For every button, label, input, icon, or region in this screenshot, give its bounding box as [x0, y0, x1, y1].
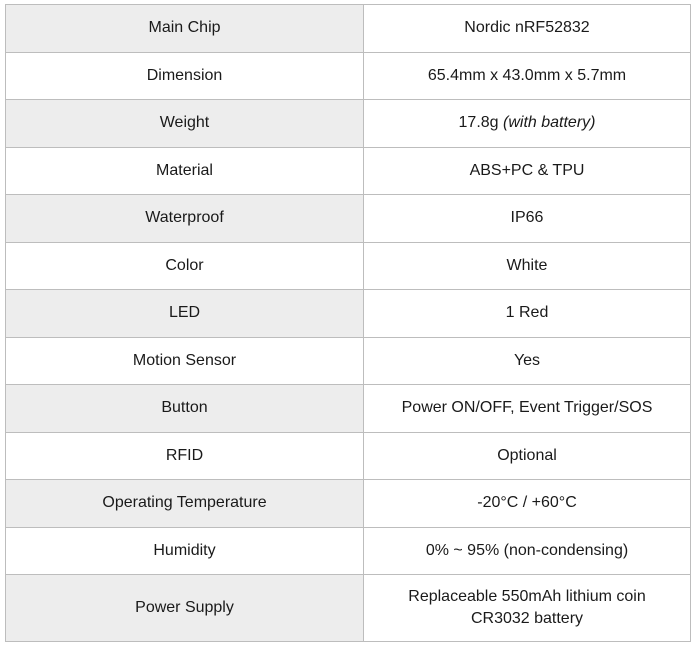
spec-row-weight [6, 100, 691, 148]
spec-row-dimension [6, 52, 691, 100]
spec-label: Color [6, 242, 364, 290]
spec-value-cell [364, 575, 691, 642]
spec-label: Humidity [6, 527, 364, 575]
spec-row-rfid [6, 432, 691, 480]
spec-row-power-supply [6, 575, 691, 642]
spec-value: 17.8g [458, 114, 499, 132]
spec-label: Waterproof [6, 195, 364, 243]
spec-value-cell [364, 100, 691, 148]
spec-value: Replaceable 550mAh lithium coin [408, 588, 646, 605]
spec-value: 1 Red [364, 290, 691, 338]
spec-value: IP66 [364, 195, 691, 243]
spec-label: Operating Temperature [6, 480, 364, 528]
spec-value: Optional [364, 432, 691, 480]
spec-value: White [364, 242, 691, 290]
spec-row-main-chip [6, 5, 691, 53]
spec-row-motion-sensor [6, 337, 691, 385]
spec-label: RFID [6, 432, 364, 480]
spec-label: Main Chip [6, 5, 364, 53]
spec-row-button [6, 385, 691, 433]
spec-value-line2: CR3032 battery [470, 610, 584, 627]
spec-row-operating-temperature [6, 480, 691, 528]
spec-value: -20°C / +60°C [364, 480, 691, 528]
spec-label: Button [6, 385, 364, 433]
spec-value-note: (with battery) [503, 114, 596, 132]
spec-row-color [6, 242, 691, 290]
spec-value: Power ON/OFF, Event Trigger/SOS [364, 385, 691, 433]
spec-row-led [6, 290, 691, 338]
spec-value: ABS+PC & TPU [364, 147, 691, 195]
spec-table [5, 4, 691, 642]
spec-label: Motion Sensor [6, 337, 364, 385]
spec-value: Yes [364, 337, 691, 385]
spec-row-humidity [6, 527, 691, 575]
spec-label: Dimension [6, 52, 364, 100]
spec-row-material [6, 147, 691, 195]
spec-label: LED [6, 290, 364, 338]
spec-label: Weight [6, 100, 364, 148]
spec-value: 65.4mm x 43.0mm x 5.7mm [364, 52, 691, 100]
spec-label: Material [6, 147, 364, 195]
spec-value: Nordic nRF52832 [364, 5, 691, 53]
spec-row-waterproof [6, 195, 691, 243]
spec-label: Power Supply [6, 575, 364, 642]
spec-value: 0% ~ 95% (non-condensing) [364, 527, 691, 575]
